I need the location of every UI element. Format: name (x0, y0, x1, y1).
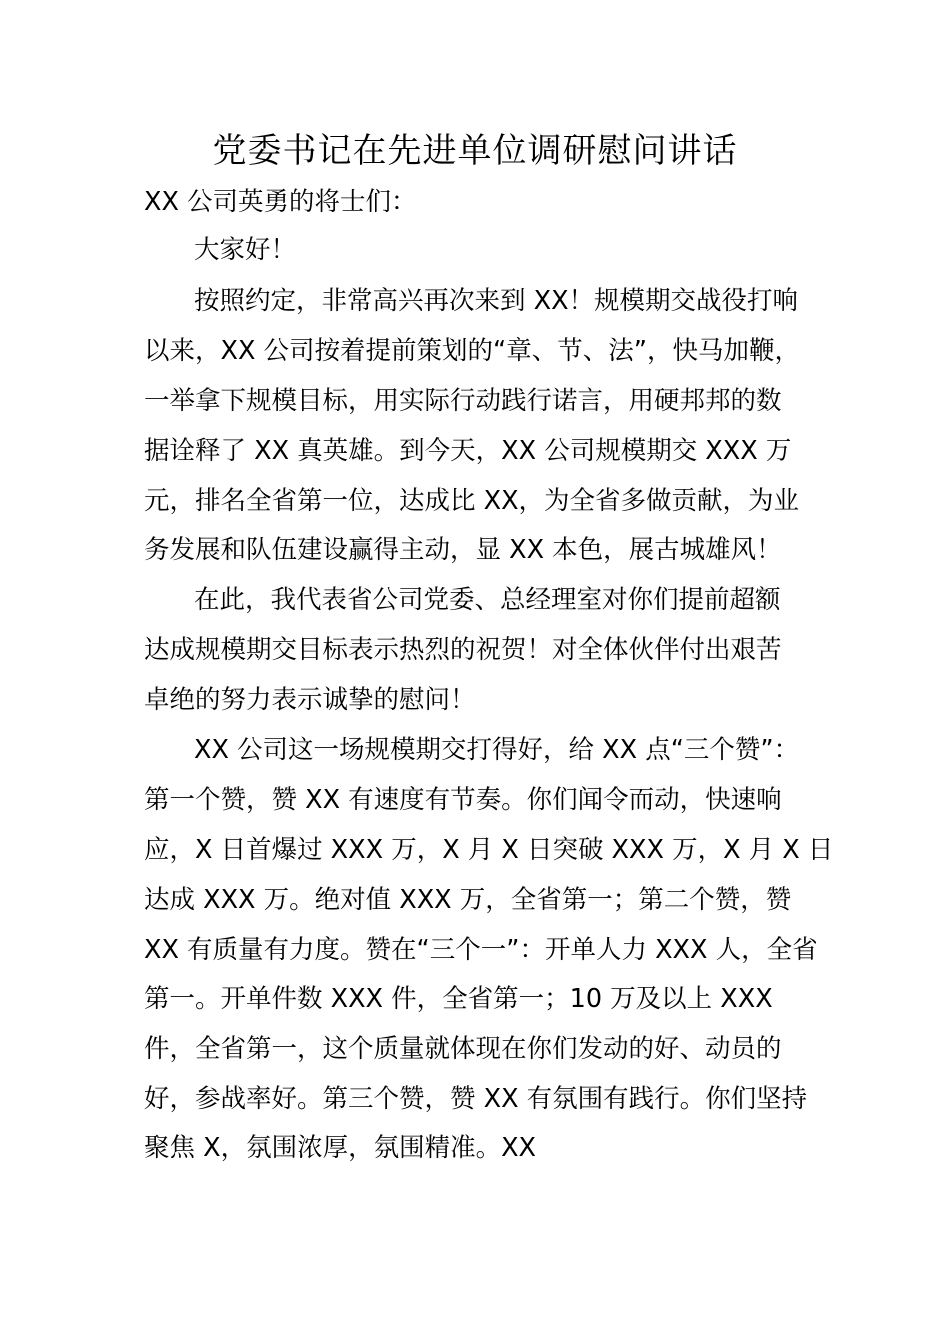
salutation-line: XX 公司英勇的将士们： (144, 187, 417, 217)
greeting-line: 大家好！ (194, 235, 297, 265)
document-title: 党委书记在先进单位调研慰问讲话 (212, 131, 738, 171)
paragraph-line: 应，X 日首爆过 XXX 万，X 月 X 日突破 XXX 万，X 月 X 日 (144, 835, 834, 865)
paragraph-line: 达成规模期交目标表示热烈的祝贺！对全体伙伴付出艰苦 (144, 635, 782, 665)
paragraph-line: 第一。开单件数 XXX 件，全省第一；10 万及以上 XXX (144, 984, 773, 1014)
paragraph-line: XX 公司这一场规模期交打得好，给 XX 点“三个赞”： (194, 735, 800, 765)
paragraph-line: 件，全省第一，这个质量就体现在你们发动的好、动员的 (144, 1034, 782, 1064)
paragraph-line: 务发展和队伍建设赢得主动，显 XX 本色，展古城雄风！ (144, 535, 782, 565)
paragraph-line: XX 有质量有力度。赞在“三个一”：开单人力 XXX 人，全省 (144, 935, 818, 965)
paragraph-line: 一举拿下规模目标，用实际行动践行诺言，用硬邦邦的数 (144, 386, 782, 416)
paragraph-line: 卓绝的努力表示诚挚的慰问！ (144, 685, 476, 715)
paragraph-line: 第一个赞，赞 XX 有速度有节奏。你们闻令而动，快速响 (144, 785, 782, 815)
paragraph-line: 以来，XX 公司按着提前策划的“章、节、法”，快马加鞭， (144, 336, 800, 366)
paragraph-line: 据诠释了 XX 真英雄。到今天，XX 公司规模期交 XXX 万 (144, 436, 792, 466)
paragraph-line: 元，排名全省第一位，达成比 XX，为全省多做贡献，为业 (144, 486, 800, 516)
paragraph-line: 聚焦 X，氛围浓厚，氛围精准。XX (144, 1133, 537, 1163)
paragraph-line: 达成 XXX 万。绝对值 XXX 万，全省第一；第二个赞，赞 (144, 885, 792, 915)
paragraph-line: 在此，我代表省公司党委、总经理室对你们提前超额 (194, 585, 781, 615)
paragraph-line: 按照约定，非常高兴再次来到 XX！规模期交战役打响 (194, 286, 799, 316)
paragraph-line: 好，参战率好。第三个赞，赞 XX 有氛围有践行。你们坚持 (144, 1084, 808, 1114)
